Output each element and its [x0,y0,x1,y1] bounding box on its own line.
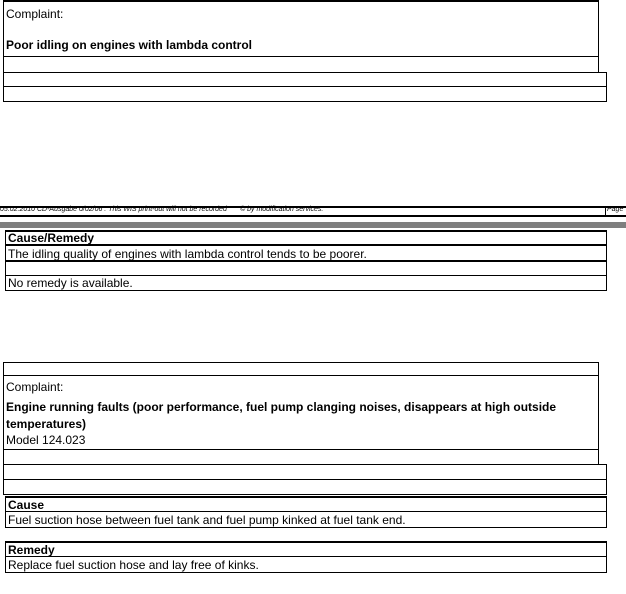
cause-remedy-header: Cause/Remedy [8,231,95,245]
remedy-header: Remedy [8,543,55,557]
complaint-spacer-3 [3,362,599,376]
empty-row-3c [3,479,607,495]
footer-bottom-rule [0,215,626,217]
empty-row-3b [3,464,607,480]
complaint-title-3-line2: temperatures) [6,417,87,431]
cause-header-rule [5,511,607,512]
model-text: Model 124.023 [6,433,86,447]
empty-row-3a [3,449,599,465]
remedy-header-rule [5,556,607,557]
footer-right-border [605,206,606,215]
cause-remedy-rule-2 [5,260,607,262]
empty-row-1c [3,86,607,102]
empty-row-1a [3,56,599,73]
cause-text: Fuel suction hose between fuel tank and fuel pump kinked at fuel tank end. [8,513,406,527]
remedy-text-3: Replace fuel suction hose and lay free of kinks. [8,558,259,572]
cause-header: Cause [8,498,45,512]
cause-remedy-text: The idling quality of engines with lambda control tends to be poorer. [8,247,367,261]
empty-row-1b [3,72,607,87]
complaint-label-1: Complaint: [6,7,64,21]
footer-page-text: Page [607,206,624,213]
complaint-label-3: Complaint: [6,380,64,394]
complaint-title-3-line1: Engine running faults (poor performance, fuel pump clanging noises, disappears at high outside [6,400,557,414]
footer-mid-text: © by modification services. [240,206,324,213]
remedy-text-1: No remedy is available. [8,276,133,290]
complaint-title-1: Poor idling on engines with lambda control [6,38,253,52]
cause-remedy-header-rule [5,244,607,246]
page-break-gray-band [0,222,626,228]
footer-left-text: 05.02.2010 CD-Ausgabe 0/02/06 . This WIS print-out will not be recorded [0,206,227,213]
